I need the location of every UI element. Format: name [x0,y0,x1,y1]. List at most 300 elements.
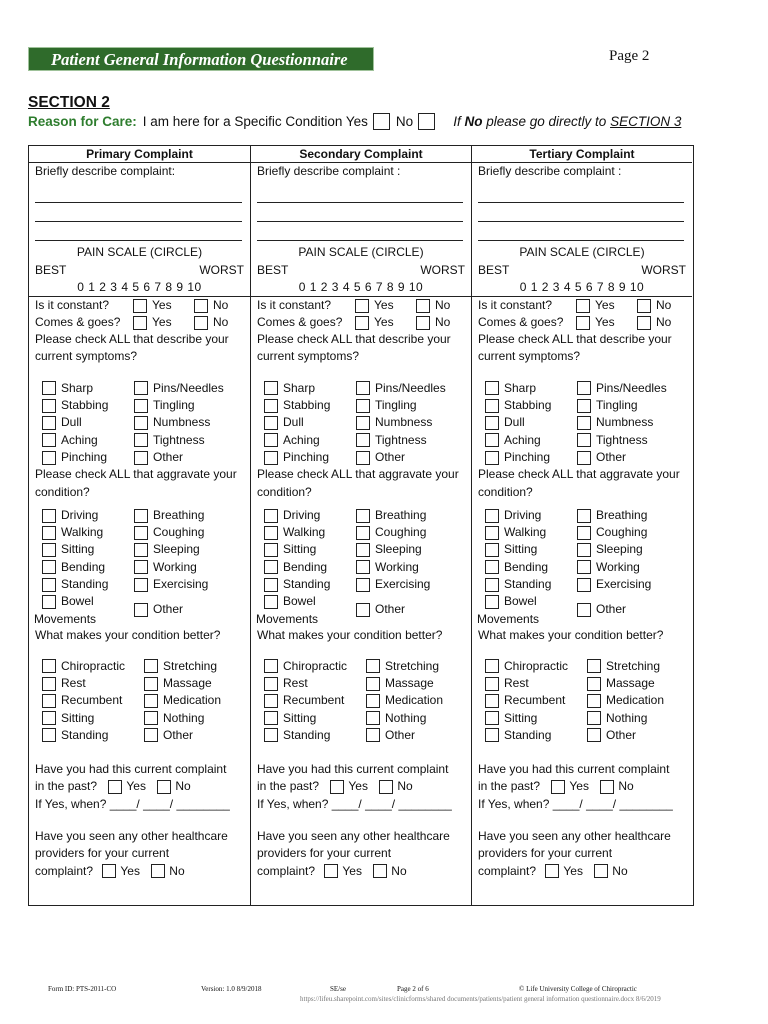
aggravator-option[interactable] [134,524,244,541]
comes-goes-yes-checkbox[interactable] [355,316,369,330]
describe-line[interactable] [257,222,463,241]
aggravator-option[interactable] [356,524,466,541]
footer-copyright: © Life University College of Chiropractic [519,985,637,993]
aggravator-option[interactable] [577,507,687,524]
better-standing-checkbox[interactable] [42,728,56,742]
no-label: No [213,315,229,330]
symptom-pinching-checkbox[interactable] [485,451,499,465]
aggravator-standing-checkbox[interactable] [264,578,278,592]
aggravator-working-checkbox[interactable] [134,560,148,574]
aggravator-exercising-checkbox[interactable] [134,578,148,592]
constant-row [472,297,692,314]
option-label: Standing [61,727,109,742]
aggravator-working-checkbox[interactable] [356,560,370,574]
better-option[interactable] [264,727,366,744]
symptom-numbness-checkbox[interactable] [356,416,370,430]
column-heading: Primary Complaint [29,146,250,163]
better-option[interactable] [485,675,587,692]
better-rest-checkbox[interactable] [264,677,278,691]
secondary-complaint-column [250,146,471,905]
aggravator-driving-checkbox[interactable] [485,509,499,523]
past-yes-checkbox[interactable] [330,780,344,794]
symptom-pins-needles-checkbox[interactable] [577,381,591,395]
symptom-tingling-checkbox[interactable] [134,399,148,413]
reason-yes-checkbox[interactable] [373,113,390,130]
better-option[interactable] [587,658,687,675]
aggravator-sitting-checkbox[interactable] [42,543,56,557]
complaint-table [28,145,694,906]
bowel-option[interactable] [477,593,577,627]
aggravator-other-option[interactable] [577,601,626,618]
aggravator-other-checkbox[interactable] [577,603,591,617]
symptom-option[interactable] [134,380,244,397]
aggravator-option[interactable] [485,541,577,558]
aggravator-coughing-checkbox[interactable] [134,526,148,540]
option-label: Pins/Needles [375,380,446,395]
option-label: Coughing [375,525,427,540]
symptom-option[interactable] [485,397,577,414]
better-option[interactable] [587,710,687,727]
pain-scale-numbers[interactable]: 0 1 2 3 4 5 6 7 8 9 10 [77,279,202,294]
constant-yes-checkbox[interactable] [576,299,590,313]
constant-no-checkbox[interactable] [637,299,651,313]
pain-best-label: BEST [35,262,67,277]
aggravator-sitting-checkbox[interactable] [264,543,278,557]
better-option[interactable] [485,710,587,727]
symptom-aching-checkbox[interactable] [485,433,499,447]
pain-best-label: BEST [257,262,289,277]
better-option[interactable] [144,692,244,709]
describe-line[interactable] [257,184,463,203]
symptom-option[interactable] [42,414,134,431]
better-rest-checkbox[interactable] [42,677,56,691]
option-label: Sharp [283,380,316,395]
symptom-option[interactable] [134,449,244,466]
aggravator-option[interactable] [42,524,134,541]
better-chiropractic-checkbox[interactable] [42,659,56,673]
symptom-pins-needles-checkbox[interactable] [356,381,370,395]
aggravator-breathing-checkbox[interactable] [356,509,370,523]
symptom-tightness-checkbox[interactable] [134,433,148,447]
bowel-movements-checkbox[interactable] [42,595,56,609]
aggravator-bending-checkbox[interactable] [264,560,278,574]
symptom-option[interactable] [356,449,466,466]
symptom-option[interactable] [134,414,244,431]
better-nothing-checkbox[interactable] [587,711,601,725]
aggravator-sitting-checkbox[interactable] [485,543,499,557]
better-option[interactable] [144,675,244,692]
symptom-stabbing-checkbox[interactable] [485,399,499,413]
providers-no-checkbox[interactable] [594,864,608,878]
symptom-pinching-checkbox[interactable] [42,451,56,465]
symptom-tingling-checkbox[interactable] [577,399,591,413]
option-label: Rest [504,675,529,690]
aggravator-standing-checkbox[interactable] [42,578,56,592]
aggravator-driving-checkbox[interactable] [42,509,56,523]
aggravator-option[interactable] [134,541,244,558]
aggravator-walking-checkbox[interactable] [42,526,56,540]
option-label: Medication [606,693,665,708]
symptom-other-checkbox[interactable] [356,451,370,465]
option-label: Massage [606,675,655,690]
better-sitting-checkbox[interactable] [42,711,56,725]
aggravator-other-checkbox[interactable] [134,603,148,617]
better-medication-checkbox[interactable] [587,694,601,708]
aggravator-option[interactable] [42,541,134,558]
when-blank[interactable]: If Yes, when? ____/ ____/ ________ [478,796,673,811]
option-label: Aching [61,432,98,447]
constant-yes-checkbox[interactable] [355,299,369,313]
symptom-option[interactable] [356,380,466,397]
better-prompt: What makes your condition better? [478,628,664,643]
symptom-option[interactable] [577,414,687,431]
symptom-option[interactable] [42,432,134,449]
when-blank[interactable]: If Yes, when? ____/ ____/ ________ [257,796,452,811]
aggravator-option[interactable] [356,559,466,576]
comes-goes-no-checkbox[interactable] [194,316,208,330]
aggravator-sleeping-checkbox[interactable] [577,543,591,557]
option-label: Sitting [283,710,317,725]
bowel-movements-checkbox[interactable] [264,595,278,609]
aggravator-option[interactable] [356,541,466,558]
better-stretching-checkbox[interactable] [587,659,601,673]
option-label: Other [163,727,194,742]
better-recumbent-checkbox[interactable] [264,694,278,708]
past-yes-checkbox[interactable] [551,780,565,794]
option-label: Sitting [504,542,538,557]
aggravator-bending-checkbox[interactable] [485,560,499,574]
aggravator-other-option[interactable] [356,601,405,618]
describe-line[interactable] [35,222,242,241]
aggravator-option[interactable] [264,541,356,558]
describe-line[interactable] [478,203,684,222]
symptom-option[interactable] [577,432,687,449]
better-option[interactable] [366,727,466,744]
section-title: SECTION 2 [28,94,110,111]
pain-scale-numbers[interactable]: 0 1 2 3 4 5 6 7 8 9 10 [298,279,424,294]
describe-line[interactable] [257,203,463,222]
symptom-stabbing-checkbox[interactable] [42,399,56,413]
better-nothing-checkbox[interactable] [366,711,380,725]
aggravator-standing-checkbox[interactable] [485,578,499,592]
symptom-other-checkbox[interactable] [577,451,591,465]
option-label: Sleeping [153,542,200,557]
option-label: Breathing [596,507,648,522]
aggravator-option[interactable] [485,524,577,541]
no-label: No [435,298,451,313]
symptom-option[interactable] [356,397,466,414]
option-label: Tingling [375,398,417,413]
bowel-option[interactable] [34,593,134,627]
symptom-option[interactable] [485,432,577,449]
aggravator-sleeping-checkbox[interactable] [134,543,148,557]
aggravator-option[interactable] [42,576,134,593]
providers-question: Have you seen any other healthcare providers for your current complaint? Yes No [478,829,671,878]
symptom-aching-checkbox[interactable] [42,433,56,447]
footer-pages: Page 2 of 6 [397,985,429,993]
symptom-option[interactable] [42,449,134,466]
comes-goes-no-checkbox[interactable] [416,316,430,330]
aggravator-breathing-checkbox[interactable] [577,509,591,523]
symptom-option[interactable] [264,397,356,414]
describe-prompt: Briefly describe complaint : [478,164,622,178]
symptom-option[interactable] [577,449,687,466]
aggravator-option[interactable] [134,559,244,576]
symptom-numbness-checkbox[interactable] [134,416,148,430]
aggravator-exercising-checkbox[interactable] [577,578,591,592]
aggravator-option[interactable] [485,559,577,576]
aggravator-option[interactable] [264,559,356,576]
option-label: Breathing [153,507,205,522]
bowel-option[interactable] [256,593,356,627]
comes-goes-yes-checkbox[interactable] [133,316,147,330]
aggravator-options [472,507,692,593]
option-label: Tightness [375,432,427,447]
symptom-option[interactable] [356,432,466,449]
better-sitting-checkbox[interactable] [264,711,278,725]
better-option[interactable] [366,675,466,692]
movements-label: Movements [256,611,319,626]
better-option[interactable] [42,727,144,744]
better-stretching-checkbox[interactable] [366,659,380,673]
aggravator-breathing-checkbox[interactable] [134,509,148,523]
option-label: Other [596,449,627,464]
better-option[interactable] [587,727,687,744]
symptom-option[interactable] [485,449,577,466]
symptom-pinching-checkbox[interactable] [264,451,278,465]
aggravator-option[interactable] [577,541,687,558]
better-massage-checkbox[interactable] [366,677,380,691]
better-option[interactable] [42,710,144,727]
providers-yes-checkbox[interactable] [324,864,338,878]
better-option[interactable] [485,658,587,675]
aggravator-option[interactable] [356,576,466,593]
better-chiropractic-checkbox[interactable] [264,659,278,673]
aggravator-option[interactable] [134,576,244,593]
better-option[interactable] [485,692,587,709]
symptom-option[interactable] [264,380,356,397]
providers-yes-checkbox[interactable] [545,864,559,878]
symptom-option[interactable] [264,449,356,466]
describe-line[interactable] [35,203,242,222]
reason-no-checkbox[interactable] [418,113,435,130]
aggravator-option[interactable] [356,507,466,524]
aggravator-option[interactable] [577,576,687,593]
better-option[interactable] [264,710,366,727]
past-yes-checkbox[interactable] [108,780,122,794]
providers-no-checkbox[interactable] [151,864,165,878]
symptom-dull-checkbox[interactable] [485,416,499,430]
better-option[interactable] [366,692,466,709]
better-standing-checkbox[interactable] [485,728,499,742]
better-option[interactable] [587,675,687,692]
describe-line[interactable] [478,184,684,203]
aggravator-option[interactable] [42,507,134,524]
symptom-option[interactable] [485,380,577,397]
symptom-option[interactable] [42,397,134,414]
aggravator-walking-checkbox[interactable] [264,526,278,540]
better-option[interactable] [42,675,144,692]
better-medication-checkbox[interactable] [366,694,380,708]
symptom-option[interactable] [264,432,356,449]
pain-scale-title: PAIN SCALE (CIRCLE) [298,245,424,260]
bowel-other-row [251,593,471,627]
symptom-numbness-checkbox[interactable] [577,416,591,430]
symptom-option[interactable] [134,432,244,449]
describe-line[interactable] [478,222,684,241]
constant-no-checkbox[interactable] [416,299,430,313]
symptoms-prompt: Please check ALL that describe your current symptoms? [35,332,229,364]
footer-form-id: Form ID: PTS-2011-CO [48,985,117,993]
describe-line[interactable] [35,184,242,203]
option-label: Bending [61,559,106,574]
symptom-sharp-checkbox[interactable] [485,381,499,395]
footer-version: Version: 1.0 8/9/2018 [201,985,262,993]
aggravator-coughing-checkbox[interactable] [577,526,591,540]
option-label: Stabbing [61,398,109,413]
better-recumbent-checkbox[interactable] [485,694,499,708]
aggravator-option[interactable] [577,559,687,576]
aggravator-option[interactable] [485,507,577,524]
past-no-checkbox[interactable] [600,780,614,794]
providers-yes-checkbox[interactable] [102,864,116,878]
comes-goes-no-checkbox[interactable] [637,316,651,330]
symptom-option[interactable] [577,397,687,414]
symptom-option[interactable] [356,414,466,431]
providers-no-checkbox[interactable] [373,864,387,878]
when-blank[interactable]: If Yes, when? ____/ ____/ ________ [35,796,230,811]
movements-label: Movements [477,611,540,626]
option-label: Walking [283,525,326,540]
pain-scale-ends [472,262,692,279]
aggravator-option[interactable] [42,559,134,576]
aggravator-bending-checkbox[interactable] [42,560,56,574]
symptom-other-checkbox[interactable] [134,451,148,465]
aggravator-walking-checkbox[interactable] [485,526,499,540]
yes-label: Yes [152,298,172,313]
comes-goes-row [251,314,471,331]
constant-no-checkbox[interactable] [194,299,208,313]
aggravate-prompt: Please check ALL that aggravate your condition? [478,467,680,499]
aggravator-other-option[interactable] [134,601,183,618]
better-recumbent-checkbox[interactable] [42,694,56,708]
past-question: Have you had this current complaint in the past? Yes No [257,762,449,794]
past-no-checkbox[interactable] [157,780,171,794]
option-label: Chiropractic [283,658,348,673]
better-option[interactable] [264,692,366,709]
symptom-dull-checkbox[interactable] [264,416,278,430]
option-label: Working [153,559,197,574]
aggravator-option[interactable] [264,576,356,593]
symptom-option[interactable] [134,397,244,414]
better-nothing-checkbox[interactable] [144,711,158,725]
better-option[interactable] [144,710,244,727]
aggravator-working-checkbox[interactable] [577,560,591,574]
pain-scale-numbers[interactable]: 0 1 2 3 4 5 6 7 8 9 10 [519,279,645,294]
better-other-checkbox[interactable] [587,728,601,742]
better-massage-checkbox[interactable] [587,677,601,691]
symptom-option[interactable] [42,380,134,397]
option-label: Stretching [163,658,218,673]
option-label: Walking [61,525,104,540]
option-label: Standing [283,577,331,592]
better-stretching-checkbox[interactable] [144,659,158,673]
better-option[interactable] [485,727,587,744]
aggravator-coughing-checkbox[interactable] [356,526,370,540]
better-option[interactable] [366,658,466,675]
aggravator-driving-checkbox[interactable] [264,509,278,523]
option-label: Medication [163,693,222,708]
constant-question: Is it constant? [35,298,110,313]
aggravator-option[interactable] [485,576,577,593]
comes-goes-yes-checkbox[interactable] [576,316,590,330]
symptom-tingling-checkbox[interactable] [356,399,370,413]
better-other-checkbox[interactable] [366,728,380,742]
better-option[interactable] [42,692,144,709]
yes-label: Yes [374,315,394,330]
comes-goes-row [472,314,692,331]
aggravator-option[interactable] [577,524,687,541]
option-label: Sitting [61,542,95,557]
symptom-sharp-checkbox[interactable] [264,381,278,395]
symptom-option[interactable] [264,414,356,431]
better-medication-checkbox[interactable] [144,694,158,708]
constant-yes-checkbox[interactable] [133,299,147,313]
bowel-movements-checkbox[interactable] [485,595,499,609]
past-no-checkbox[interactable] [379,780,393,794]
better-option[interactable] [366,710,466,727]
symptom-dull-checkbox[interactable] [42,416,56,430]
primary-complaint-column [29,146,250,905]
yes-label: Yes [595,315,615,330]
better-sitting-checkbox[interactable] [485,711,499,725]
better-option[interactable] [42,658,144,675]
column-heading: Secondary Complaint [251,146,471,163]
aggravator-exercising-checkbox[interactable] [356,578,370,592]
symptom-aching-checkbox[interactable] [264,433,278,447]
aggravator-other-checkbox[interactable] [356,603,370,617]
better-massage-checkbox[interactable] [144,677,158,691]
symptom-pins-needles-checkbox[interactable] [134,381,148,395]
option-label: Stretching [606,658,661,673]
better-option[interactable] [264,658,366,675]
better-standing-checkbox[interactable] [264,728,278,742]
better-option[interactable] [144,658,244,675]
option-label: Numbness [375,415,433,430]
option-label: Stabbing [283,398,331,413]
better-option[interactable] [587,692,687,709]
better-chiropractic-checkbox[interactable] [485,659,499,673]
symptom-tightness-checkbox[interactable] [577,433,591,447]
symptom-sharp-checkbox[interactable] [42,381,56,395]
symptom-stabbing-checkbox[interactable] [264,399,278,413]
aggravator-option[interactable] [264,507,356,524]
better-option[interactable] [264,675,366,692]
symptom-tightness-checkbox[interactable] [356,433,370,447]
better-option[interactable] [144,727,244,744]
better-rest-checkbox[interactable] [485,677,499,691]
aggravator-option[interactable] [264,524,356,541]
option-label: Other [375,602,406,617]
aggravator-sleeping-checkbox[interactable] [356,543,370,557]
option-label: Recumbent [504,693,566,708]
better-other-checkbox[interactable] [144,728,158,742]
symptom-option[interactable] [485,414,577,431]
aggravate-prompt: Please check ALL that aggravate your condition? [257,467,459,499]
aggravator-option[interactable] [134,507,244,524]
describe-prompt: Briefly describe complaint: [35,164,176,178]
symptom-option[interactable] [577,380,687,397]
